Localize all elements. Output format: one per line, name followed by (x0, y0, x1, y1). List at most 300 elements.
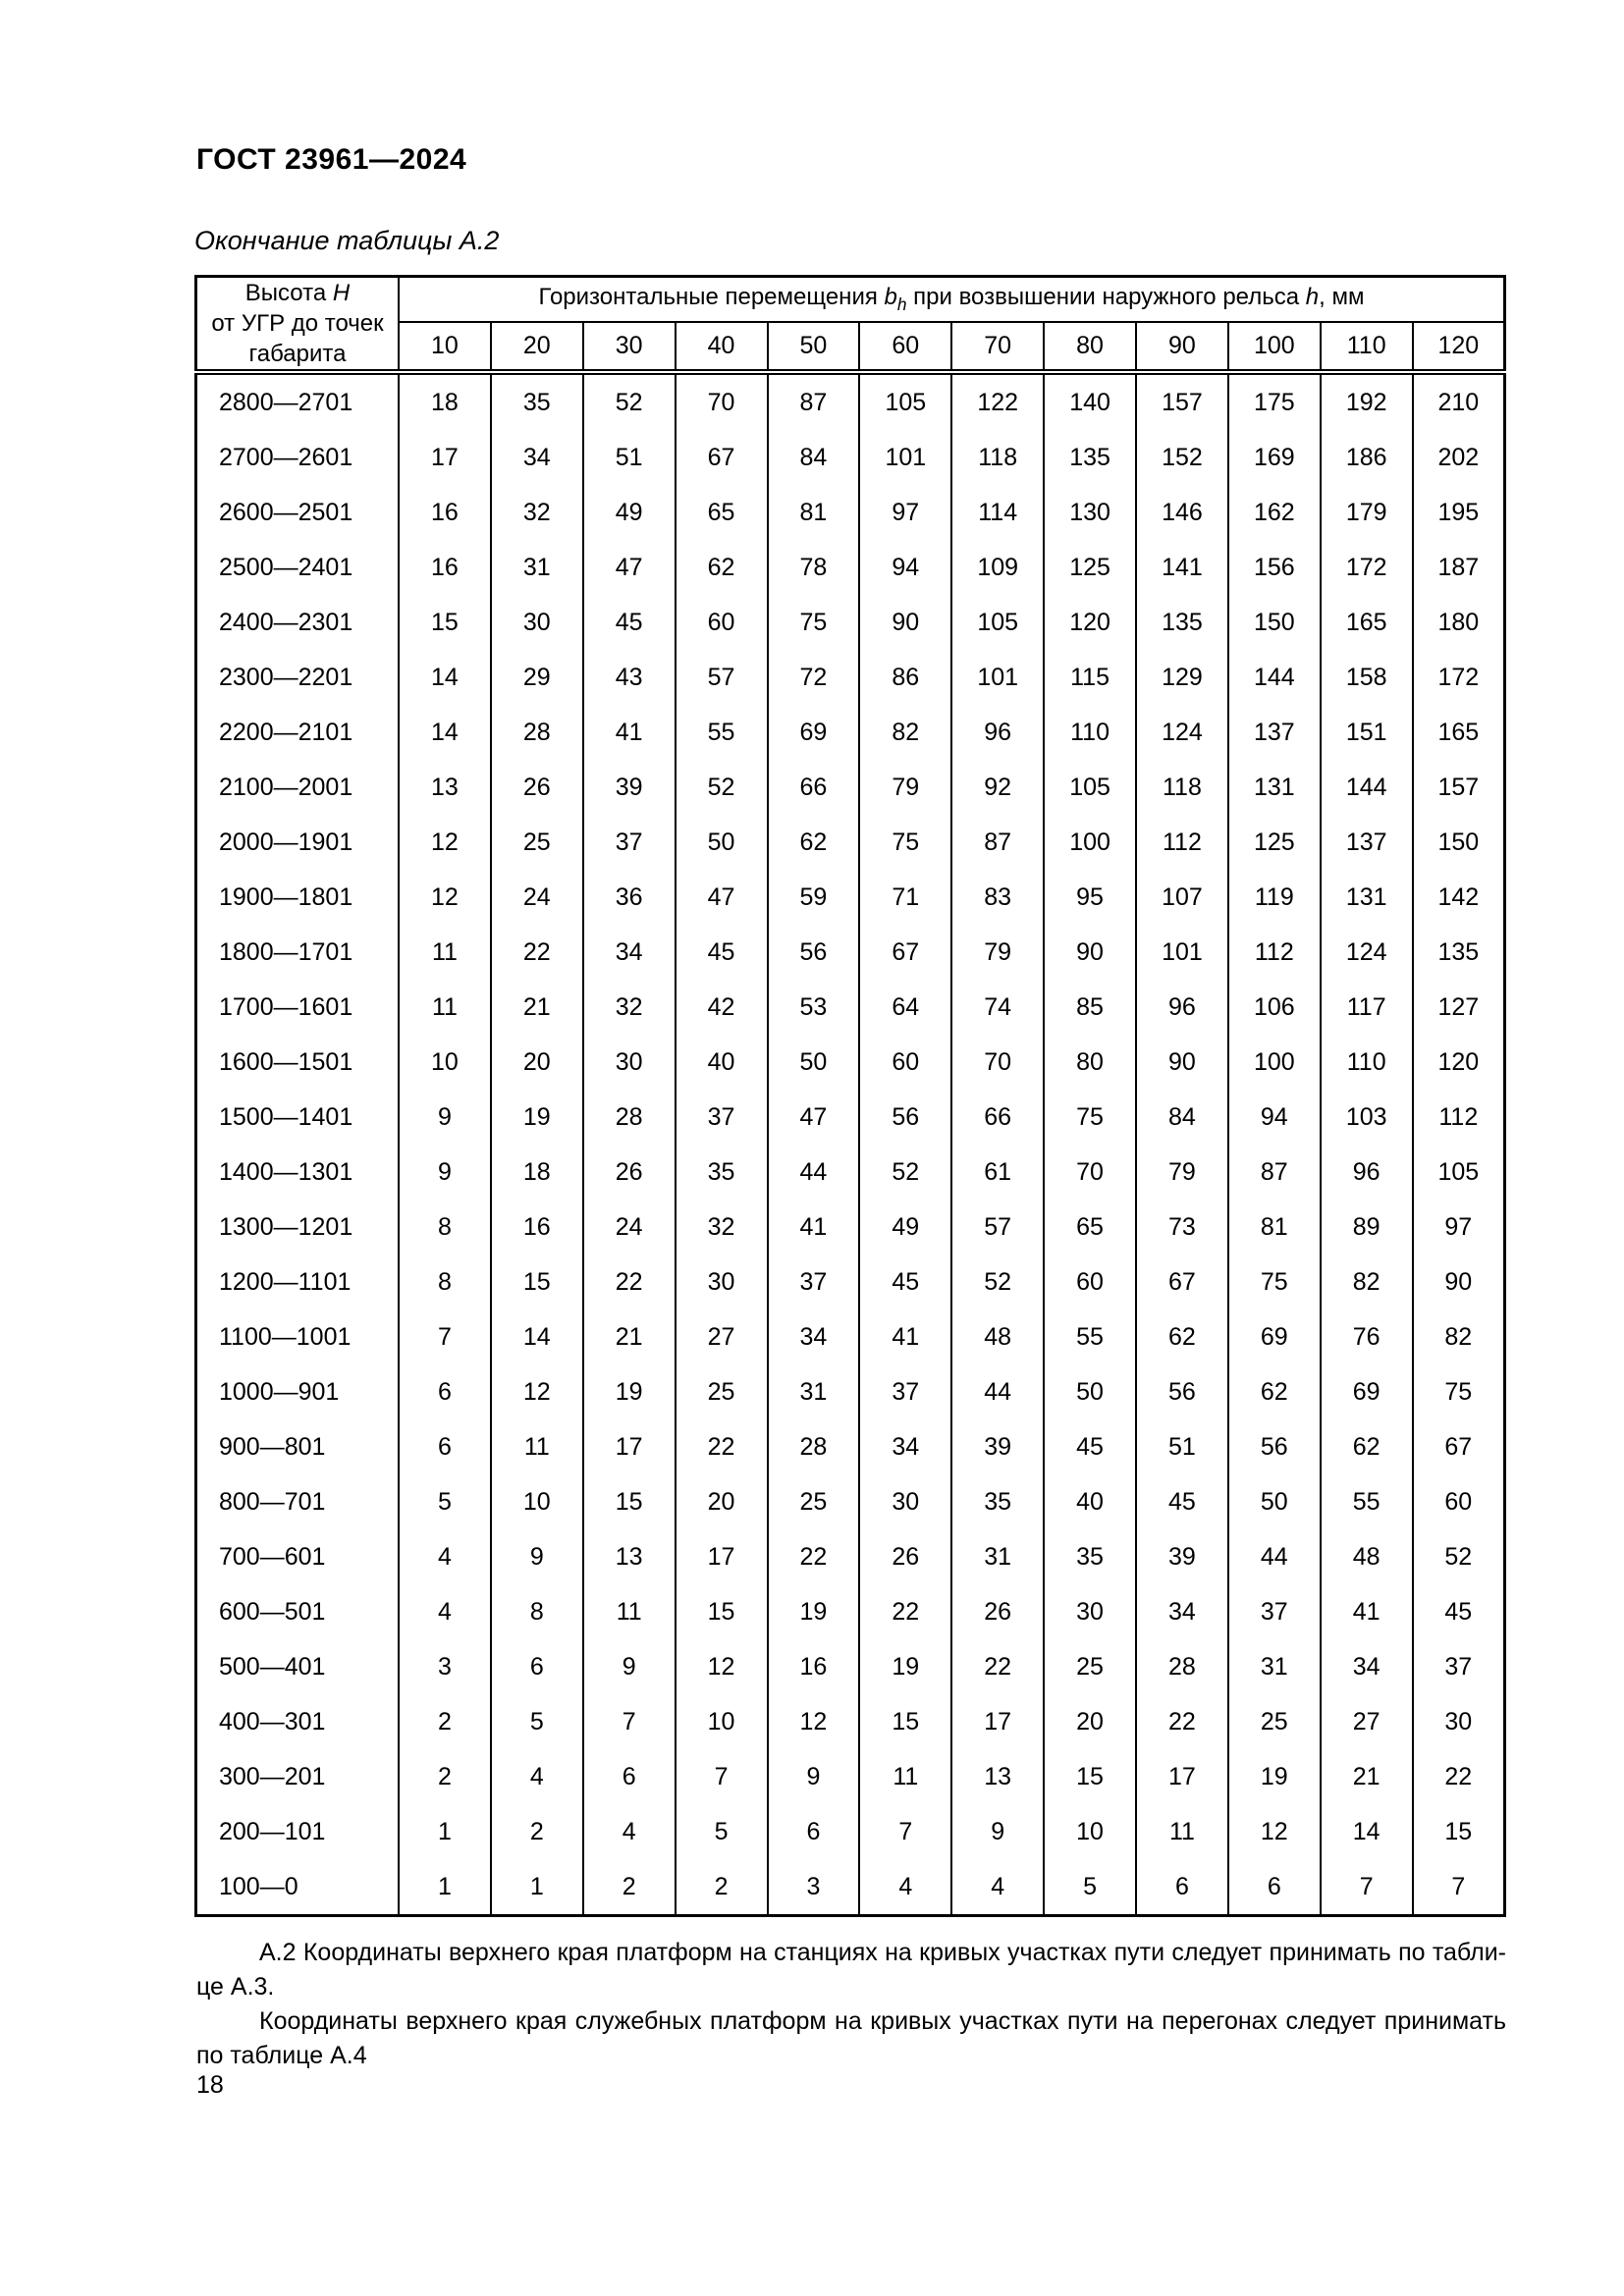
displacement-value-cell: 34 (583, 925, 676, 980)
displacement-value-cell: 11 (583, 1584, 676, 1639)
displacement-value-cell: 31 (951, 1529, 1044, 1584)
displacement-value-cell: 8 (399, 1200, 491, 1255)
displacement-value-cell: 165 (1321, 595, 1413, 650)
displacement-value-cell: 17 (583, 1419, 676, 1474)
table-row (196, 1364, 1505, 1419)
displacement-value-cell: 112 (1228, 925, 1321, 980)
displacement-value-cell: 45 (1413, 1584, 1505, 1639)
displacement-value-cell: 14 (1321, 1804, 1413, 1859)
height-range-cell: 700—601 (196, 1529, 400, 1584)
displacement-value-cell: 22 (583, 1255, 676, 1309)
displacement-value-cell: 105 (859, 372, 951, 430)
displacement-value-cell: 19 (768, 1584, 860, 1639)
table-row (196, 372, 1505, 430)
table-row (196, 595, 1505, 650)
height-range-cell: 2700—2601 (196, 430, 400, 485)
table-header (196, 277, 1505, 373)
displacement-value-cell: 202 (1413, 430, 1505, 485)
displacement-value-cell: 105 (1413, 1145, 1505, 1200)
table-row (196, 1255, 1505, 1309)
displacement-value-cell: 120 (1044, 595, 1136, 650)
displacement-value-cell: 31 (1228, 1639, 1321, 1694)
displacement-value-cell: 131 (1321, 870, 1413, 925)
displacement-value-cell: 90 (859, 595, 951, 650)
height-range-cell: 1600—1501 (196, 1035, 400, 1090)
displacement-value-cell: 22 (1413, 1749, 1505, 1804)
displacement-value-cell: 70 (1044, 1145, 1136, 1200)
displacement-value-cell: 65 (1044, 1200, 1136, 1255)
displacement-value-cell: 34 (1136, 1584, 1228, 1639)
displacement-value-cell: 12 (1228, 1804, 1321, 1859)
displacement-value-cell: 76 (1321, 1309, 1413, 1364)
displacement-value-cell: 73 (1136, 1200, 1228, 1255)
displacement-value-cell: 106 (1228, 980, 1321, 1035)
displacement-value-cell: 17 (1136, 1749, 1228, 1804)
displacement-value-cell: 20 (491, 1035, 583, 1090)
column-header: 40 (676, 322, 768, 372)
displacement-value-cell: 64 (859, 980, 951, 1035)
displacement-value-cell: 27 (1321, 1694, 1413, 1749)
displacement-value-cell: 50 (1044, 1364, 1136, 1419)
displacement-value-cell: 172 (1413, 650, 1505, 705)
displacement-value-cell: 4 (951, 1859, 1044, 1916)
displacement-value-cell: 27 (676, 1309, 768, 1364)
table-row (196, 925, 1505, 980)
displacement-value-cell: 15 (1413, 1804, 1505, 1859)
span-header-mid: при возвышении наружного рельса (913, 284, 1300, 311)
displacement-value-cell: 90 (1136, 1035, 1228, 1090)
height-range-cell: 400—301 (196, 1694, 400, 1749)
displacement-value-cell: 30 (859, 1474, 951, 1529)
note-a4-line2: по таблице А.4 (196, 2042, 367, 2069)
displacement-value-cell: 96 (951, 705, 1044, 760)
height-range-cell: 1500—1401 (196, 1090, 400, 1145)
span-header (399, 277, 1505, 323)
displacement-value-cell: 12 (399, 815, 491, 870)
displacement-value-cell: 157 (1136, 372, 1228, 430)
displacement-value-cell: 67 (676, 430, 768, 485)
displacement-value-cell: 96 (1321, 1145, 1413, 1200)
displacement-value-cell: 5 (1044, 1859, 1136, 1916)
displacement-value-cell: 21 (491, 980, 583, 1035)
height-range-cell: 2100—2001 (196, 760, 400, 815)
displacement-value-cell: 6 (399, 1364, 491, 1419)
displacement-value-cell: 47 (583, 540, 676, 595)
displacement-value-cell: 60 (1413, 1474, 1505, 1529)
displacement-value-cell: 105 (1044, 760, 1136, 815)
table-row (196, 1529, 1505, 1584)
displacement-value-cell: 45 (583, 595, 676, 650)
displacement-value-cell: 144 (1321, 760, 1413, 815)
displacement-value-cell: 92 (951, 760, 1044, 815)
displacement-value-cell: 66 (951, 1090, 1044, 1145)
height-label-word: Высота (244, 280, 327, 306)
displacement-value-cell: 71 (859, 870, 951, 925)
table-row (196, 1749, 1505, 1804)
displacement-value-cell: 40 (676, 1035, 768, 1090)
height-range-cell: 900—801 (196, 1419, 400, 1474)
displacement-value-cell: 32 (583, 980, 676, 1035)
displacement-value-cell: 37 (1413, 1639, 1505, 1694)
height-range-cell: 2600—2501 (196, 485, 400, 540)
displacement-value-cell: 2 (491, 1804, 583, 1859)
displacement-value-cell: 12 (676, 1639, 768, 1694)
displacement-value-cell: 9 (951, 1804, 1044, 1859)
displacement-value-cell: 25 (1228, 1694, 1321, 1749)
displacement-value-cell: 6 (1136, 1859, 1228, 1916)
displacement-value-cell: 10 (491, 1474, 583, 1529)
displacement-value-cell: 49 (859, 1200, 951, 1255)
displacement-value-cell: 95 (1044, 870, 1136, 925)
height-range-cell: 1900—1801 (196, 870, 400, 925)
displacement-value-cell: 142 (1413, 870, 1505, 925)
displacement-value-cell: 56 (1228, 1419, 1321, 1474)
displacement-value-cell: 60 (859, 1035, 951, 1090)
displacement-value-cell: 11 (1136, 1804, 1228, 1859)
displacement-value-cell: 50 (1228, 1474, 1321, 1529)
displacement-value-cell: 115 (1044, 650, 1136, 705)
table-row (196, 540, 1505, 595)
displacement-value-cell: 57 (676, 650, 768, 705)
displacement-value-cell: 55 (1321, 1474, 1413, 1529)
displacement-value-cell: 83 (951, 870, 1044, 925)
displacement-value-cell: 19 (859, 1639, 951, 1694)
displacement-value-cell: 7 (1413, 1859, 1505, 1916)
displacement-value-cell: 62 (676, 540, 768, 595)
displacement-value-cell: 65 (676, 485, 768, 540)
height-range-cell: 2000—1901 (196, 815, 400, 870)
displacement-value-cell: 119 (1228, 870, 1321, 925)
height-range-cell: 800—701 (196, 1474, 400, 1529)
displacement-value-cell: 75 (1413, 1364, 1505, 1419)
displacement-value-cell: 2 (583, 1859, 676, 1916)
displacement-value-cell: 11 (491, 1419, 583, 1474)
displacement-value-cell: 41 (583, 705, 676, 760)
displacement-value-cell: 124 (1136, 705, 1228, 760)
displacement-value-cell: 28 (768, 1419, 860, 1474)
displacement-value-cell: 86 (859, 650, 951, 705)
displacement-value-cell: 57 (951, 1200, 1044, 1255)
displacement-value-cell: 81 (768, 485, 860, 540)
displacement-value-cell: 28 (1136, 1639, 1228, 1694)
displacement-value-cell: 81 (1228, 1200, 1321, 1255)
table-row (196, 650, 1505, 705)
displacement-value-cell: 140 (1044, 372, 1136, 430)
displacement-value-cell: 87 (1228, 1145, 1321, 1200)
height-range-cell: 2400—2301 (196, 595, 400, 650)
height-range-cell: 2500—2401 (196, 540, 400, 595)
displacement-value-cell: 82 (859, 705, 951, 760)
displacement-value-cell: 2 (399, 1694, 491, 1749)
table-row (196, 870, 1505, 925)
displacement-value-cell: 36 (583, 870, 676, 925)
displacement-value-cell: 37 (583, 815, 676, 870)
displacement-value-cell: 151 (1321, 705, 1413, 760)
displacement-value-cell: 7 (859, 1804, 951, 1859)
displacements-table (194, 275, 1506, 1917)
displacement-value-cell: 9 (768, 1749, 860, 1804)
displacement-value-cell: 11 (399, 980, 491, 1035)
displacement-value-cell: 44 (768, 1145, 860, 1200)
displacement-value-cell: 157 (1413, 760, 1505, 815)
displacement-value-cell: 70 (951, 1035, 1044, 1090)
displacement-value-cell: 192 (1321, 372, 1413, 430)
table-row (196, 430, 1505, 485)
displacement-value-cell: 186 (1321, 430, 1413, 485)
displacement-value-cell: 79 (859, 760, 951, 815)
displacement-value-cell: 29 (491, 650, 583, 705)
displacement-value-cell: 74 (951, 980, 1044, 1035)
displacement-value-cell: 19 (1228, 1749, 1321, 1804)
displacement-value-cell: 137 (1228, 705, 1321, 760)
displacement-value-cell: 30 (491, 595, 583, 650)
displacement-value-cell: 45 (1044, 1419, 1136, 1474)
displacement-value-cell: 8 (399, 1255, 491, 1309)
displacement-value-cell: 39 (951, 1419, 1044, 1474)
displacement-value-cell: 6 (491, 1639, 583, 1694)
displacement-value-cell: 97 (1413, 1200, 1505, 1255)
table-row (196, 1584, 1505, 1639)
displacement-value-cell: 180 (1413, 595, 1505, 650)
displacement-value-cell: 101 (951, 650, 1044, 705)
table-row (196, 815, 1505, 870)
displacement-value-cell: 34 (491, 430, 583, 485)
displacement-value-cell: 67 (1136, 1255, 1228, 1309)
table-row (196, 1474, 1505, 1529)
displacement-value-cell: 55 (1044, 1309, 1136, 1364)
displacement-value-cell: 35 (1044, 1529, 1136, 1584)
height-range-cell: 1100—1001 (196, 1309, 400, 1364)
height-range-cell: 200—101 (196, 1804, 400, 1859)
span-header-prefix: Горизонтальные перемещения (538, 284, 878, 311)
height-range-cell: 100—0 (196, 1859, 400, 1916)
displacement-value-cell: 144 (1228, 650, 1321, 705)
displacement-value-cell: 112 (1413, 1090, 1505, 1145)
displacement-value-cell: 4 (859, 1859, 951, 1916)
displacement-value-cell: 14 (399, 705, 491, 760)
displacement-value-cell: 22 (951, 1639, 1044, 1694)
displacement-value-cell: 12 (399, 870, 491, 925)
displacement-value-cell: 14 (399, 650, 491, 705)
displacement-value-cell: 22 (491, 925, 583, 980)
displacement-value-cell: 9 (583, 1639, 676, 1694)
displacement-value-cell: 150 (1228, 595, 1321, 650)
displacement-value-cell: 130 (1044, 485, 1136, 540)
displacement-value-cell: 110 (1321, 1035, 1413, 1090)
displacement-value-cell: 44 (1228, 1529, 1321, 1584)
displacement-value-cell: 4 (491, 1749, 583, 1804)
displacement-value-cell: 79 (951, 925, 1044, 980)
displacement-value-cell: 135 (1136, 595, 1228, 650)
column-header: 70 (951, 322, 1044, 372)
standard-code: ГОСТ 23961—2024 (196, 143, 467, 176)
displacement-value-cell: 94 (859, 540, 951, 595)
column-header: 50 (768, 322, 860, 372)
displacement-value-cell: 62 (1136, 1309, 1228, 1364)
displacement-value-cell: 141 (1136, 540, 1228, 595)
displacement-value-cell: 172 (1321, 540, 1413, 595)
displacement-value-cell: 101 (859, 430, 951, 485)
displacement-value-cell: 15 (859, 1694, 951, 1749)
displacement-value-cell: 37 (768, 1255, 860, 1309)
displacement-value-cell: 112 (1136, 815, 1228, 870)
displacement-value-cell: 6 (768, 1804, 860, 1859)
displacement-value-cell: 152 (1136, 430, 1228, 485)
height-range-cell: 2800—2701 (196, 372, 400, 430)
height-range-cell: 500—401 (196, 1639, 400, 1694)
b-h-symbol: $b_h$ (884, 284, 907, 315)
table-row (196, 1859, 1505, 1916)
displacement-value-cell: 28 (583, 1090, 676, 1145)
height-symbol: Н (332, 280, 351, 306)
displacement-value-cell: 1 (399, 1859, 491, 1916)
displacement-value-cell: 13 (399, 760, 491, 815)
displacement-value-cell: 109 (951, 540, 1044, 595)
displacement-value-cell: 26 (859, 1529, 951, 1584)
displacement-value-cell: 179 (1321, 485, 1413, 540)
displacement-value-cell: 25 (1044, 1639, 1136, 1694)
displacement-value-cell: 19 (583, 1364, 676, 1419)
displacement-value-cell: 32 (491, 485, 583, 540)
displacement-value-cell: 61 (951, 1145, 1044, 1200)
displacement-value-cell: 40 (1044, 1474, 1136, 1529)
displacement-value-cell: 31 (491, 540, 583, 595)
column-header: 80 (1044, 322, 1136, 372)
displacement-value-cell: 175 (1228, 372, 1321, 430)
displacement-value-cell: 59 (768, 870, 860, 925)
displacement-value-cell: 20 (1044, 1694, 1136, 1749)
displacement-value-cell: 90 (1044, 925, 1136, 980)
displacement-value-cell: 75 (1044, 1090, 1136, 1145)
displacement-value-cell: 34 (768, 1309, 860, 1364)
displacement-value-cell: 37 (676, 1090, 768, 1145)
displacement-value-cell: 1 (491, 1859, 583, 1916)
row-header-title (196, 277, 400, 373)
displacement-value-cell: 125 (1044, 540, 1136, 595)
table-row (196, 1639, 1505, 1694)
note-a4-line1: Координаты верхнего края служебных платформ на кривых участках пути на перегонах следует принимать (259, 2007, 1506, 2035)
displacement-value-cell: 62 (1321, 1419, 1413, 1474)
displacement-value-cell: 105 (951, 595, 1044, 650)
displacement-value-cell: 26 (951, 1584, 1044, 1639)
displacement-value-cell: 15 (676, 1584, 768, 1639)
displacement-value-cell: 19 (491, 1090, 583, 1145)
displacement-value-cell: 18 (491, 1145, 583, 1200)
displacement-value-cell: 66 (768, 760, 860, 815)
displacement-value-cell: 15 (583, 1474, 676, 1529)
displacement-value-cell: 10 (1044, 1804, 1136, 1859)
displacement-value-cell: 13 (951, 1749, 1044, 1804)
displacement-value-cell: 187 (1413, 540, 1505, 595)
height-range-cell: 1800—1701 (196, 925, 400, 980)
displacement-value-cell: 42 (676, 980, 768, 1035)
displacement-value-cell: 31 (768, 1364, 860, 1419)
displacement-value-cell: 10 (399, 1035, 491, 1090)
displacement-value-cell: 37 (859, 1364, 951, 1419)
displacement-value-cell: 75 (859, 815, 951, 870)
table-row (196, 1309, 1505, 1364)
displacement-value-cell: 158 (1321, 650, 1413, 705)
displacement-value-cell: 48 (1321, 1529, 1413, 1584)
displacement-value-cell: 17 (399, 430, 491, 485)
displacement-value-cell: 16 (399, 540, 491, 595)
displacement-value-cell: 62 (768, 815, 860, 870)
column-header: 60 (859, 322, 951, 372)
table-row (196, 1035, 1505, 1090)
displacement-value-cell: 25 (676, 1364, 768, 1419)
displacement-value-cell: 28 (491, 705, 583, 760)
table-row (196, 485, 1505, 540)
displacement-value-cell: 118 (951, 430, 1044, 485)
table-row (196, 705, 1505, 760)
displacement-value-cell: 15 (399, 595, 491, 650)
displacement-value-cell: 137 (1321, 815, 1413, 870)
displacement-value-cell: 35 (676, 1145, 768, 1200)
displacement-value-cell: 3 (768, 1859, 860, 1916)
displacement-value-cell: 53 (768, 980, 860, 1035)
table-row (196, 1090, 1505, 1145)
height-label-line3: габарита (248, 341, 347, 367)
displacement-value-cell: 125 (1228, 815, 1321, 870)
height-range-cell: 1400—1301 (196, 1145, 400, 1200)
table-row (196, 1804, 1505, 1859)
displacement-value-cell: 195 (1413, 485, 1505, 540)
displacement-value-cell: 75 (768, 595, 860, 650)
displacement-value-cell: 7 (583, 1694, 676, 1749)
displacement-value-cell: 43 (583, 650, 676, 705)
displacement-value-cell: 30 (1413, 1694, 1505, 1749)
displacement-value-cell: 6 (1228, 1859, 1321, 1916)
page-number: 18 (196, 2071, 224, 2099)
displacement-value-cell: 21 (1321, 1749, 1413, 1804)
table-row (196, 760, 1505, 815)
displacement-value-cell: 162 (1228, 485, 1321, 540)
note-a2-line2: це А.3. (196, 1973, 275, 2001)
displacement-value-cell: 165 (1413, 705, 1505, 760)
displacement-value-cell: 82 (1321, 1255, 1413, 1309)
displacement-value-cell: 25 (491, 815, 583, 870)
displacement-value-cell: 26 (491, 760, 583, 815)
height-range-cell: 300—201 (196, 1749, 400, 1804)
displacement-value-cell: 15 (491, 1255, 583, 1309)
displacement-value-cell: 131 (1228, 760, 1321, 815)
height-range-cell: 600—501 (196, 1584, 400, 1639)
displacement-value-cell: 1 (399, 1804, 491, 1859)
displacement-value-cell: 84 (768, 430, 860, 485)
table-row (196, 1200, 1505, 1255)
table-row (196, 1694, 1505, 1749)
displacement-value-cell: 97 (859, 485, 951, 540)
column-header: 30 (583, 322, 676, 372)
table-caption: Окончание таблицы А.2 (194, 226, 500, 255)
displacement-value-cell: 100 (1044, 815, 1136, 870)
displacement-value-cell: 2 (399, 1749, 491, 1804)
displacement-value-cell: 103 (1321, 1090, 1413, 1145)
displacement-value-cell: 50 (768, 1035, 860, 1090)
column-header: 120 (1413, 322, 1505, 372)
displacement-value-cell: 84 (1136, 1090, 1228, 1145)
displacement-value-cell: 16 (491, 1200, 583, 1255)
displacement-value-cell: 169 (1228, 430, 1321, 485)
displacement-value-cell: 12 (768, 1694, 860, 1749)
displacement-value-cell: 70 (676, 372, 768, 430)
displacement-value-cell: 4 (583, 1804, 676, 1859)
displacement-value-cell: 24 (491, 870, 583, 925)
displacement-value-cell: 107 (1136, 870, 1228, 925)
displacement-value-cell: 52 (1413, 1529, 1505, 1584)
displacement-value-cell: 5 (491, 1694, 583, 1749)
displacement-value-cell: 6 (583, 1749, 676, 1804)
